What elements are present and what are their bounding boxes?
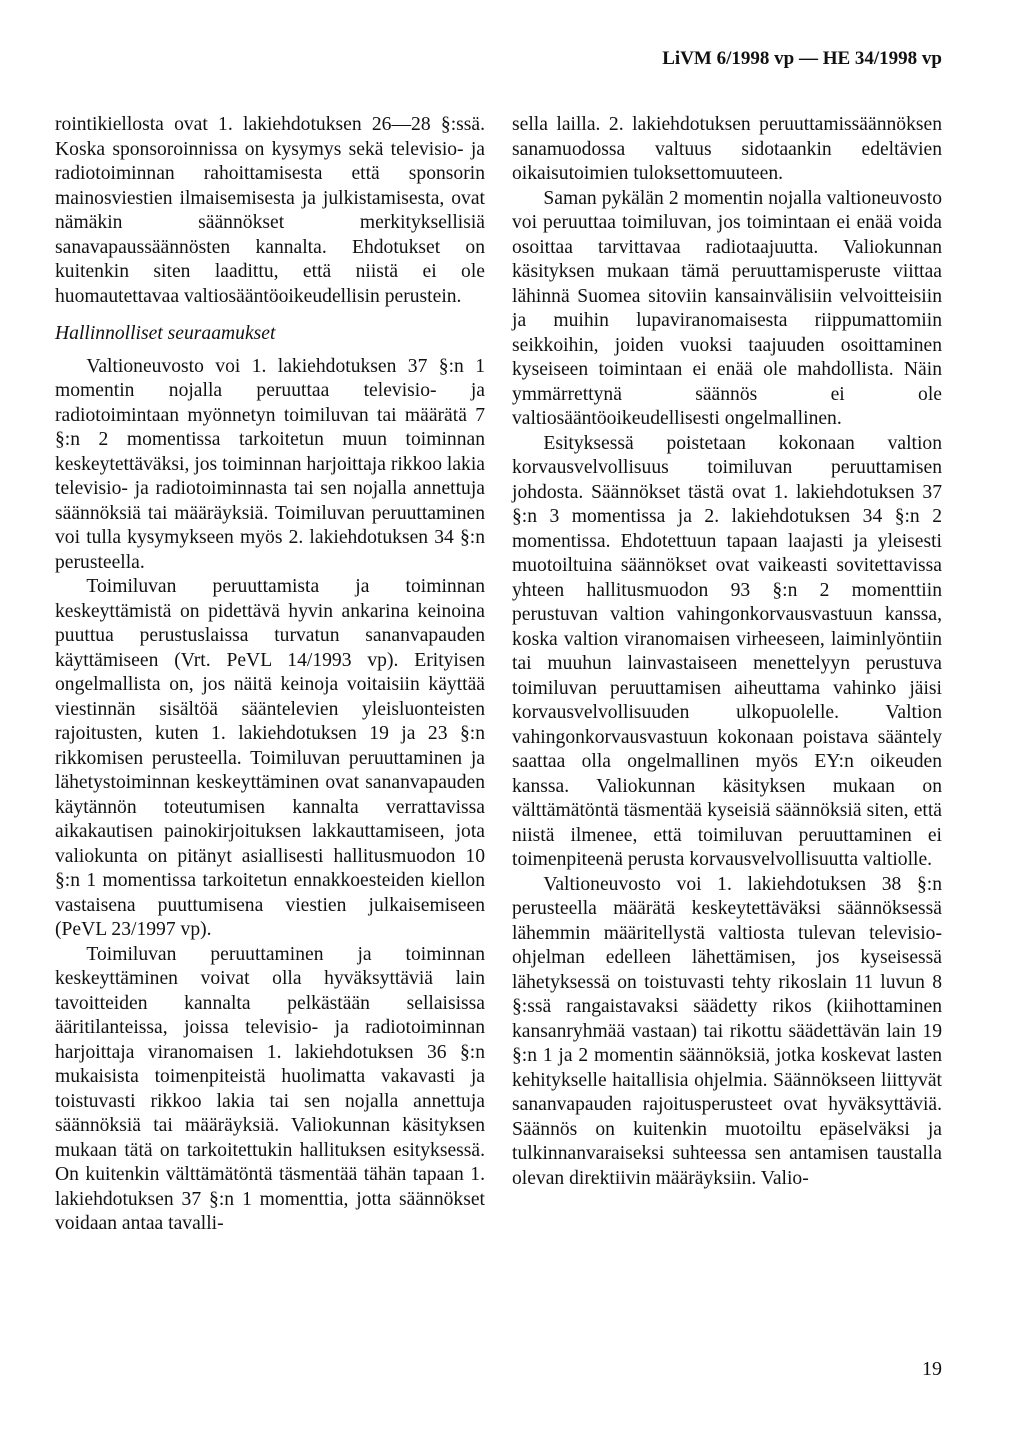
section-heading: Hallinnolliset seuraamukset: [55, 323, 276, 344]
right-column: [512, 113, 942, 1191]
running-head: LiVM 6/1998 vp — HE 34/1998 vp: [662, 48, 942, 69]
left-paragraph-1: rointikiellosta ovat 1. lakiehdotuksen 26—28 §:ssä. Koska sponsoroinnissa on kysymys sekä televisio- ja radiotoiminnan rahoittamisesta että sponsorin mainosviestien ilmaisemisesta ja julkistamisesta, ovat nämäkin säännökset merkityksellisiä sanavapaussäännösten kannalta. Ehdotukset on kuitenkin siten laadittu, että niistä ei ole huomautettavaa valtiosääntöoikeudellisin perustein.: [55, 114, 485, 307]
left-paragraph-4: Toimiluvan peruuttaminen ja toiminnan keskeyttäminen voivat olla hyväksyttäviä lain tavoitteiden kannalta pelkästään sellaisissa ääritilanteissa, joissa televisio- ja radiotoiminnan harjoittaja viranomaisen 1. lakiehdotuksen 36 §:n mukaisista toimenpiteistä huolimatta vakavasti ja toistuvasti rikkoo lakia tai sen nojalla annettuja säännöksiä tai määräyksiä. Valiokunnan käsityksen mukaan tätä on tarkoitettukin hallituksen esityksessä. On kuitenkin välttämätöntä täsmentää tähän tapaan 1. lakiehdotuksen 37 §:n 1 momenttia, jotta säännökset voidaan antaa tavalli-: [55, 943, 485, 1234]
right-paragraph-2: Saman pykälän 2 momentin nojalla valtioneuvosto voi peruuttaa toimiluvan, jos toimintaan ei enää voida osoittaa tarvittavaa radiotaajuutta. Valiokunnan käsityksen mukaan tämä peruuttamisperuste viittaa lähinnä Suomea sitoviin kansainvälisiin velvoitteisiin ja muihin lupaviranomaisesta riippumattomiin seikkoihin, joiden vuoksi taajuuden osoittaminen kyseiseen toimintaan ei enää ole mahdollista. Näin ymmärrettynä säännös ei ole valtiosääntöoikeudellisesti ongelmallinen.: [512, 187, 942, 429]
right-paragraph-1: sella lailla. 2. lakiehdotuksen peruuttamissäännöksen sanamuodossa valtuus sidotaankin edeltävien oikaisutoimien tuloksettomuuteen.: [512, 114, 942, 184]
right-paragraph-4: Valtioneuvosto voi 1. lakiehdotuksen 38 §:n perusteella määrätä keskeytettäväksi säännöksessä lähemmin määritellystä valtiosta tulevan televisio-ohjelman edelleen lähettämisen, jos kyseisessä lähetyksessä on toistuvasti tehty rikoslain 11 luvun 8 §:ssä rangaistavaksi säädetty rikos (kiihottaminen kansanryhmää vastaan) tai rikottu säädettävän lain 19 §:n 1 ja 2 momentin säännöksiä, jotka koskevat lasten kehitykselle haitallisia ohjelmia. Säännökseen liittyvät sananvapauden rajoitusperusteet ovat hyväksyttäviä. Säännös on kuitenkin muotoiltu epäselväksi ja tulkinnanvaraiseksi suhteessa sen antamisen taustalla olevan direktiivin määräyksiin. Valio-: [512, 873, 942, 1189]
left-paragraph-3: Toimiluvan peruuttamista ja toiminnan keskeyttämistä on pidettävä hyvin ankarina keinoina puuttua perustuslaissa turvatun sananvapauden käyttämiseen (Vrt. PeVL 14/1993 vp). Erityisen ongelmallista on, jos näitä keinoja voitaisiin käyttää viestinnän sisältöä sääntelevien yleisluonteisten rajoitusten, kuten 1. lakiehdotuksen 19 ja 23 §:n rikkomisen perusteella. Toimiluvan peruuttaminen ja lähetystoiminnan keskeyttäminen ovat sananvapauden käytännön toteutumisen kannalta verrattavissa aikakautisen painokirjoituksen lakkauttamiseen, jota valiokunta on pitänyt asiallisesti hallitusmuodon 10 §:n 1 momentissa tarkoitetun ennakkoesteiden kiellon vastaisena puuttumisena viestien julkaisemiseen (PeVL 23/1997 vp).: [55, 576, 485, 940]
page-number: 19: [922, 1358, 942, 1380]
left-column: [55, 113, 485, 1237]
left-paragraph-2: Valtioneuvosto voi 1. lakiehdotuksen 37 §:n 1 momentin nojalla peruuttaa televisio- ja radiotoimintaan myönnetyn toimiluvan tai määrätä 7 §:n 2 momentissa tarkoitetun muun toiminnan keskeytettäväksi, jos toiminnan harjoittaja rikkoo lakia televisio- ja radiotoiminnasta tai sen nojalla annettuja säännöksiä tai määräyksiä. Toimiluvan peruuttaminen voi tulla kysymykseen myös 2. lakiehdotuksen 34 §:n perusteella.: [55, 355, 485, 573]
right-paragraph-3: Esityksessä poistetaan kokonaan valtion korvausvelvollisuus toimiluvan peruuttamisen johdosta. Säännökset tästä ovat 1. lakiehdotuksen 37 §:n 3 momentissa ja 2. lakiehdotuksen 34 §:n 2 momentissa. Ehdotettuun tapaan laajasti ja yleisesti muotoiltuina säännökset ovat vaikeasti sovitettavissa yhteen hallitusmuodon 93 §:n 2 momenttiin perustuvan valtion vahingonkorvausvastuun kanssa, koska valtion viranomaisen virheeseen, laiminlyöntiin tai muuhun lainvastaiseen menettelyyn perustuva toimiluvan peruuttamisen aiheuttama vahinko jäisi korvausvelvollisuuden ulkopuolelle. Valtion vahingonkorvausvastuun kokonaan poistava sääntely saattaa olla ongelmallinen myös EY:n oikeuden kanssa. Valiokunnan käsityksen mukaan on välttämätöntä täsmentää kyseisiä säännöksiä siten, että niistä ilmenee, että toimiluvan peruuttaminen ei toimenpiteenä perusta korvausvelvollisuutta valtiolle.: [512, 432, 942, 870]
